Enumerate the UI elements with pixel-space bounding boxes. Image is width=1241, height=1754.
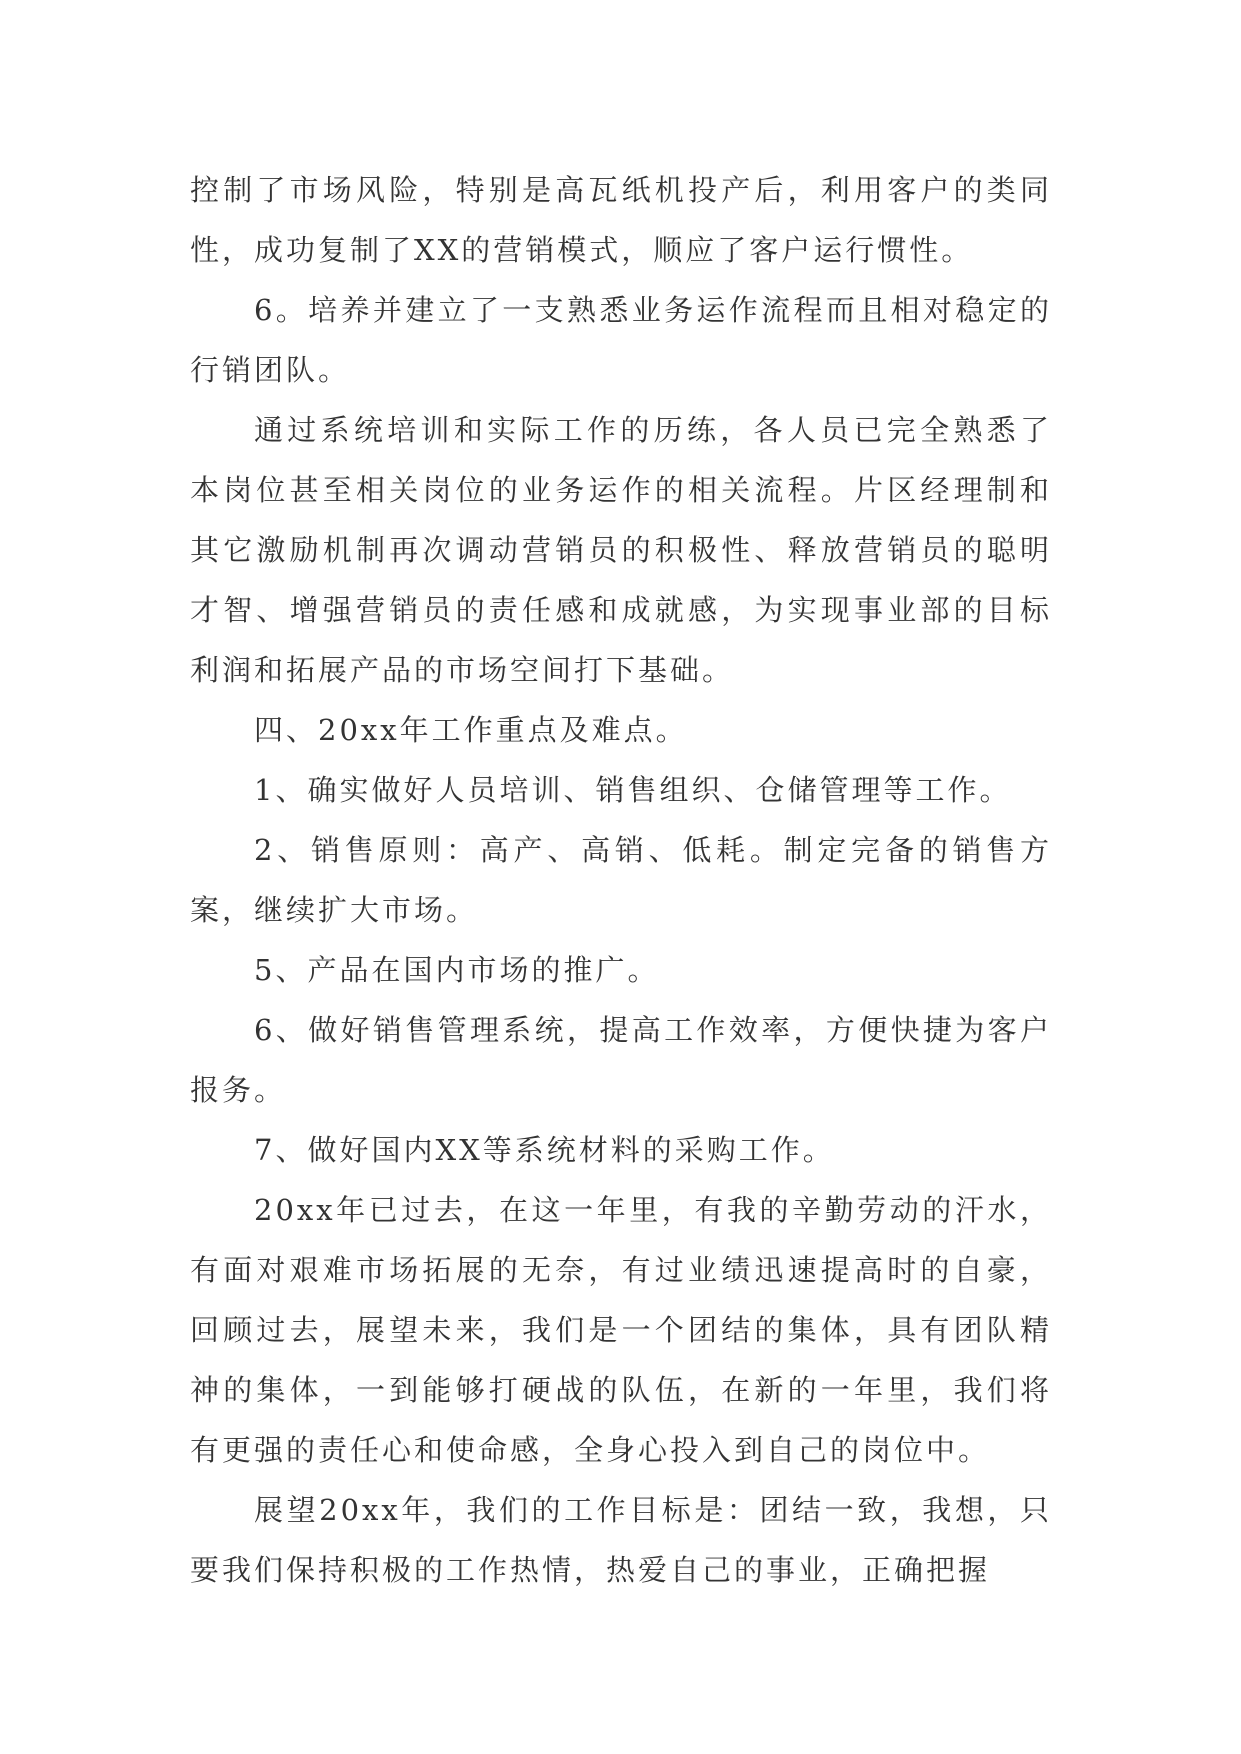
list-item-2: 2、销售原则：高产、高销、低耗。制定完备的销售方案，继续扩大市场。 (190, 833, 1052, 927)
list-item-7: 7、做好国内XX等系统材料的采购工作。 (254, 1133, 835, 1167)
section-heading: 四、20xx年工作重点及难点。 (254, 713, 688, 747)
list-item-1: 1、确实做好人员培训、销售组织、仓储管理等工作。 (254, 773, 1012, 807)
document-body (190, 160, 1052, 1600)
paragraph-outlook: 展望20xx年，我们的工作目标是：团结一致，我想，只要我们保持积极的工作热情，热爱自己的事业，正确把握 (190, 1493, 1052, 1587)
list-item-6: 6、做好销售管理系统，提高工作效率，方便快捷为客户报务。 (190, 1013, 1052, 1107)
paragraph-summary: 20xx年已过去，在这一年里，有我的辛勤劳动的汗水，有面对艰难市场拓展的无奈，有过业绩迅速提高时的自豪，回顾过去，展望未来，我们是一个团结的集体，具有团队精神的集体，一到能够打硬战的队伍，在新的一年里，我们将有更强的责任心和使命感，全身心投入到自己的岗位中。 (190, 1193, 1052, 1467)
paragraph-3: 通过系统培训和实际工作的历练，各人员已完全熟悉了本岗位甚至相关岗位的业务运作的相关流程。片区经理制和其它激励机制再次调动营销员的积极性、释放营销员的聪明才智、增强营销员的责任感和成就感，为实现事业部的目标利润和拓展产品的市场空间打下基础。 (190, 413, 1052, 687)
paragraph-1: 控制了市场风险，特别是高瓦纸机投产后，利用客户的类同性，成功复制了XX的营销模式，顺应了客户运行惯性。 (190, 173, 1052, 267)
paragraph-2: 6。培养并建立了一支熟悉业务运作流程而且相对稳定的行销团队。 (190, 293, 1052, 387)
list-item-5: 5、产品在国内市场的推广。 (254, 953, 660, 987)
